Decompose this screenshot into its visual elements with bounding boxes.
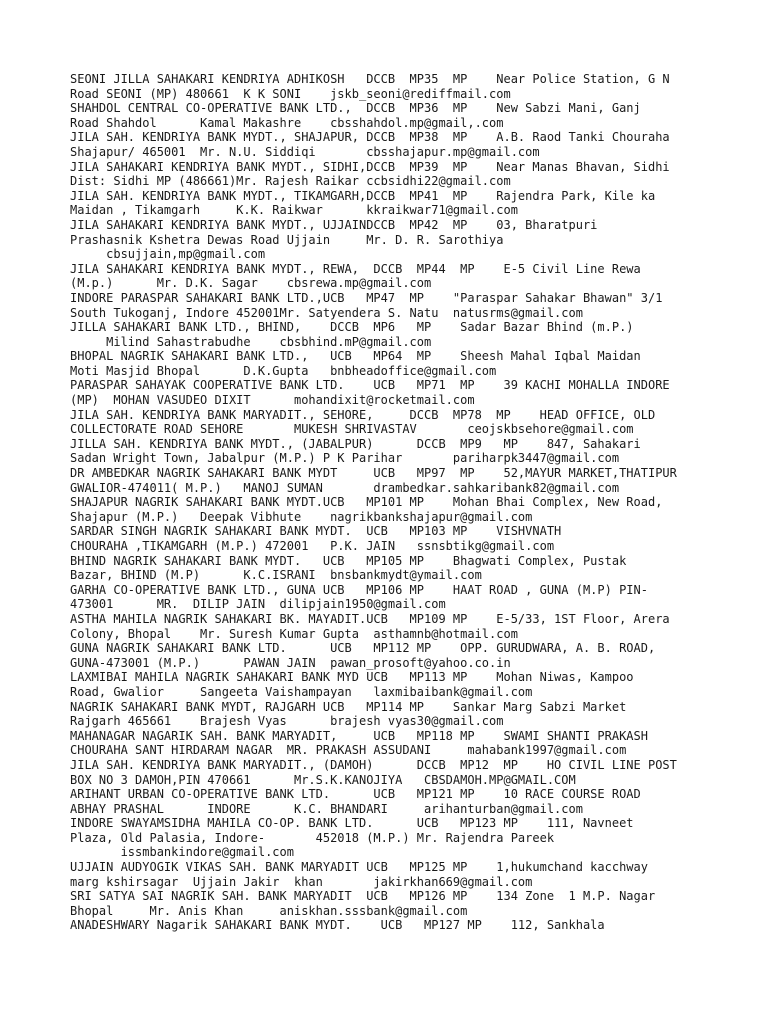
text-line: Moti Masjid Bhopal D.K.Gupta bnbheadoffice@gmail.com	[70, 363, 497, 378]
text-line: ANADESHWARY Nagarik SAHAKARI BANK MYDT. UCB MP127 MP 112, Sankhala	[70, 918, 605, 933]
text-line: Milind Sahastrabudhe cbsbhind.mP@gmail.com	[70, 334, 432, 349]
text-line: JILA SAHAKARI KENDRIYA BANK MYDT., SIDHI,DCCB MP39 MP Near Manas Bhavan, Sidhi	[70, 159, 670, 174]
text-line: Prashasnik Kshetra Dewas Road Ujjain Mr. D. R. Sarothiya	[70, 232, 504, 247]
text-line: NAGRIK SAHAKARI BANK MYDT, RAJGARH UCB MP114 MP Sankar Marg Sabzi Market	[70, 699, 627, 714]
text-line: SHAJAPUR NAGRIK SAHAKARI BANK MYDT.UCB MP101 MP Mohan Bhai Complex, New Road,	[70, 495, 663, 510]
text-line: INDORE PARASPAR SAHAKARI BANK LTD.,UCB MP47 MP "Paraspar Sahakar Bhawan" 3/1	[70, 290, 663, 305]
text-line: GUNA-473001 (M.P.) PAWAN JAIN pawan_prosoft@yahoo.co.in	[70, 655, 511, 670]
text-line: Rajgarh 465661 Brajesh Vyas brajesh vyas30@gmail.com	[70, 714, 504, 729]
text-line: Maidan , Tikamgarh K.K. Raikwar kkraikwar71@gmail.com	[70, 203, 518, 218]
text-line: marg kshirsagar Ujjain Jakir khan jakirkhan669@gmail.com	[70, 874, 533, 889]
text-line: JILA SAHAKARI KENDRIYA BANK MYDT., UJJAINDCCB MP42 MP 03, Bharatpuri	[70, 217, 598, 232]
text-line: MAHANAGAR NAGARIK SAH. BANK MARYADIT, UCB MP118 MP SWAMI SHANTI PRAKASH	[70, 728, 648, 743]
text-line: BHOPAL NAGRIK SAHAKARI BANK LTD., UCB MP64 MP Sheesh Mahal Iqbal Maidan	[70, 349, 641, 364]
text-line: PARASPAR SAHAYAK COOPERATIVE BANK LTD. UCB MP71 MP 39 KACHI MOHALLA INDORE	[70, 378, 670, 393]
text-line: (MP) MOHAN VASUDEO DIXIT mohandixit@rocketmail.com	[70, 393, 475, 408]
text-line: cbsujjain,mp@gmail.com	[70, 247, 266, 262]
text-line: LAXMIBAI MAHILA NAGRIK SAHAKARI BANK MYD UCB MP113 MP Mohan Niwas, Kampoo	[70, 670, 634, 685]
text-line: ASTHA MAHILA NAGRIK SAHAKARI BK. MAYADIT.UCB MP109 MP E-5/33, 1ST Floor, Arera	[70, 611, 670, 626]
text-line: GARHA CO-OPERATIVE BANK LTD., GUNA UCB MP106 MP HAAT ROAD , GUNA (M.P) PIN-	[70, 582, 648, 597]
text-line: GWALIOR-474011( M.P.) MANOJ SUMAN drambedkar.sahkaribank82@gmail.com	[70, 480, 620, 495]
text-line: ABHAY PRASHAL INDORE K.C. BHANDARI arihanturban@gmail.com	[70, 801, 583, 816]
document-body	[70, 72, 750, 933]
text-line: ARIHANT URBAN CO-OPERATIVE BANK LTD. UCB MP121 MP 10 RACE COURSE ROAD	[70, 787, 641, 802]
text-line: BHIND NAGRIK SAHAKARI BANK MYDT. UCB MP105 MP Bhagwati Complex, Pustak	[70, 553, 627, 568]
text-line: Dist: Sidhi MP (486661)Mr. Rajesh Raikar ccbsidhi22@gmail.com	[70, 174, 511, 189]
text-line: GUNA NAGRIK SAHAKARI BANK LTD. UCB MP112 MP OPP. GURUDWARA, A. B. ROAD,	[70, 641, 656, 656]
text-line: JILA SAH. KENDRIYA BANK MYDT., SHAJAPUR, DCCB MP38 MP A.B. Raod Tanki Chouraha	[70, 130, 670, 145]
text-line: Sadan Wright Town, Jabalpur (M.P.) P K Parihar pariharpk3447@gmail.com	[70, 451, 620, 466]
text-line: Road, Gwalior Sangeeta Vaishampayan laxmibaibank@gmail.com	[70, 684, 533, 699]
text-line: JILA SAH. KENDRIYA BANK MARYADIT., SEHORE, DCCB MP78 MP HEAD OFFICE, OLD	[70, 407, 656, 422]
text-line: CHOURAHA SANT HIRDARAM NAGAR MR. PRAKASH ASSUDANI mahabank1997@gmail.com	[70, 743, 627, 758]
text-line: Shajapur (M.P.) Deepak Vibhute nagrikbankshajapur@gmail.com	[70, 509, 533, 524]
text-line: 473001 MR. DILIP JAIN dilipjain1950@gmail.com	[70, 597, 446, 612]
text-line: JILLA SAHAKARI BANK LTD., BHIND, DCCB MP6 MP Sadar Bazar Bhind (m.P.)	[70, 320, 634, 335]
text-line: Shajapur/ 465001 Mr. N.U. Siddiqi cbsshajapur.mp@gmail.com	[70, 144, 540, 159]
text-line: (M.p.) Mr. D.K. Sagar cbsrewa.mp@gmail.com	[70, 276, 432, 291]
text-line: Colony, Bhopal Mr. Suresh Kumar Gupta asthamnb@hotmail.com	[70, 626, 518, 641]
text-line: UJJAIN AUDYOGIK VIKAS SAH. BANK MARYADIT UCB MP125 MP 1,hukumchand kacchway	[70, 860, 648, 875]
text-line: DR AMBEDKAR NAGRIK SAHAKARI BANK MYDT UCB MP97 MP 52,MAYUR MARKET,THATIPUR	[70, 466, 677, 481]
text-line: issmbankindore@gmail.com	[70, 845, 294, 860]
text-line: BOX NO 3 DAMOH,PIN 470661 Mr.S.K.KANOJIYA CBSDAMOH.MP@GMAIL.COM	[70, 772, 576, 787]
text-line: Bhopal Mr. Anis Khan aniskhan.sssbank@gmail.com	[70, 903, 468, 918]
text-line: Road SEONI (MP) 480661 K K SONI jskb_seoni@rediffmail.com	[70, 86, 511, 101]
text-line: COLLECTORATE ROAD SEHORE MUKESH SHRIVASTAV ceojskbsehore@gmail.com	[70, 422, 634, 437]
text-line: INDORE SWAYAMSIDHA MAHILA CO-OP. BANK LTD. UCB MP123 MP 111, Navneet	[70, 816, 634, 831]
text-line: SHAHDOL CENTRAL CO-OPERATIVE BANK LTD., DCCB MP36 MP New Sabzi Mani, Ganj	[70, 101, 641, 116]
text-line: South Tukoganj, Indore 452001Mr. Satyendera S. Natu natusrms@gmail.com	[70, 305, 583, 320]
text-line: Bazar, BHIND (M.P) K.C.ISRANI bnsbankmydt@ymail.com	[70, 568, 482, 583]
text-line: SEONI JILLA SAHAKARI KENDRIYA ADHIKOSH DCCB MP35 MP Near Police Station, G N	[70, 72, 670, 86]
text-line: SARDAR SINGH NAGRIK SAHAKARI BANK MYDT. UCB MP103 MP VISHVNATH	[70, 524, 562, 539]
text-line: SRI SATYA SAI NAGRIK SAH. BANK MARYADIT UCB MP126 MP 134 Zone 1 M.P. Nagar	[70, 889, 656, 904]
text-line: JILA SAHAKARI KENDRIYA BANK MYDT., REWA, DCCB MP44 MP E-5 Civil Line Rewa	[70, 261, 641, 276]
text-line: JILA SAH. KENDRIYA BANK MARYADIT., (DAMOH) DCCB MP12 MP HO CIVIL LINE POST	[70, 757, 677, 772]
text-line: Road Shahdol Kamal Makashre cbsshahdol.mp@gmail,.com	[70, 115, 504, 130]
text-line: JILLA SAH. KENDRIYA BANK MYDT., (JABALPUR) DCCB MP9 MP 847, Sahakari	[70, 436, 641, 451]
text-line: CHOURAHA ,TIKAMGARH (M.P.) 472001 P.K. JAIN ssnsbtikg@gmail.com	[70, 539, 555, 553]
text-line: Plaza, Old Palasia, Indore- 452018 (M.P.) Mr. Rajendra Pareek	[70, 830, 555, 845]
text-line: JILA SAH. KENDRIYA BANK MYDT., TIKAMGARH,DCCB MP41 MP Rajendra Park, Kile ka	[70, 188, 656, 203]
